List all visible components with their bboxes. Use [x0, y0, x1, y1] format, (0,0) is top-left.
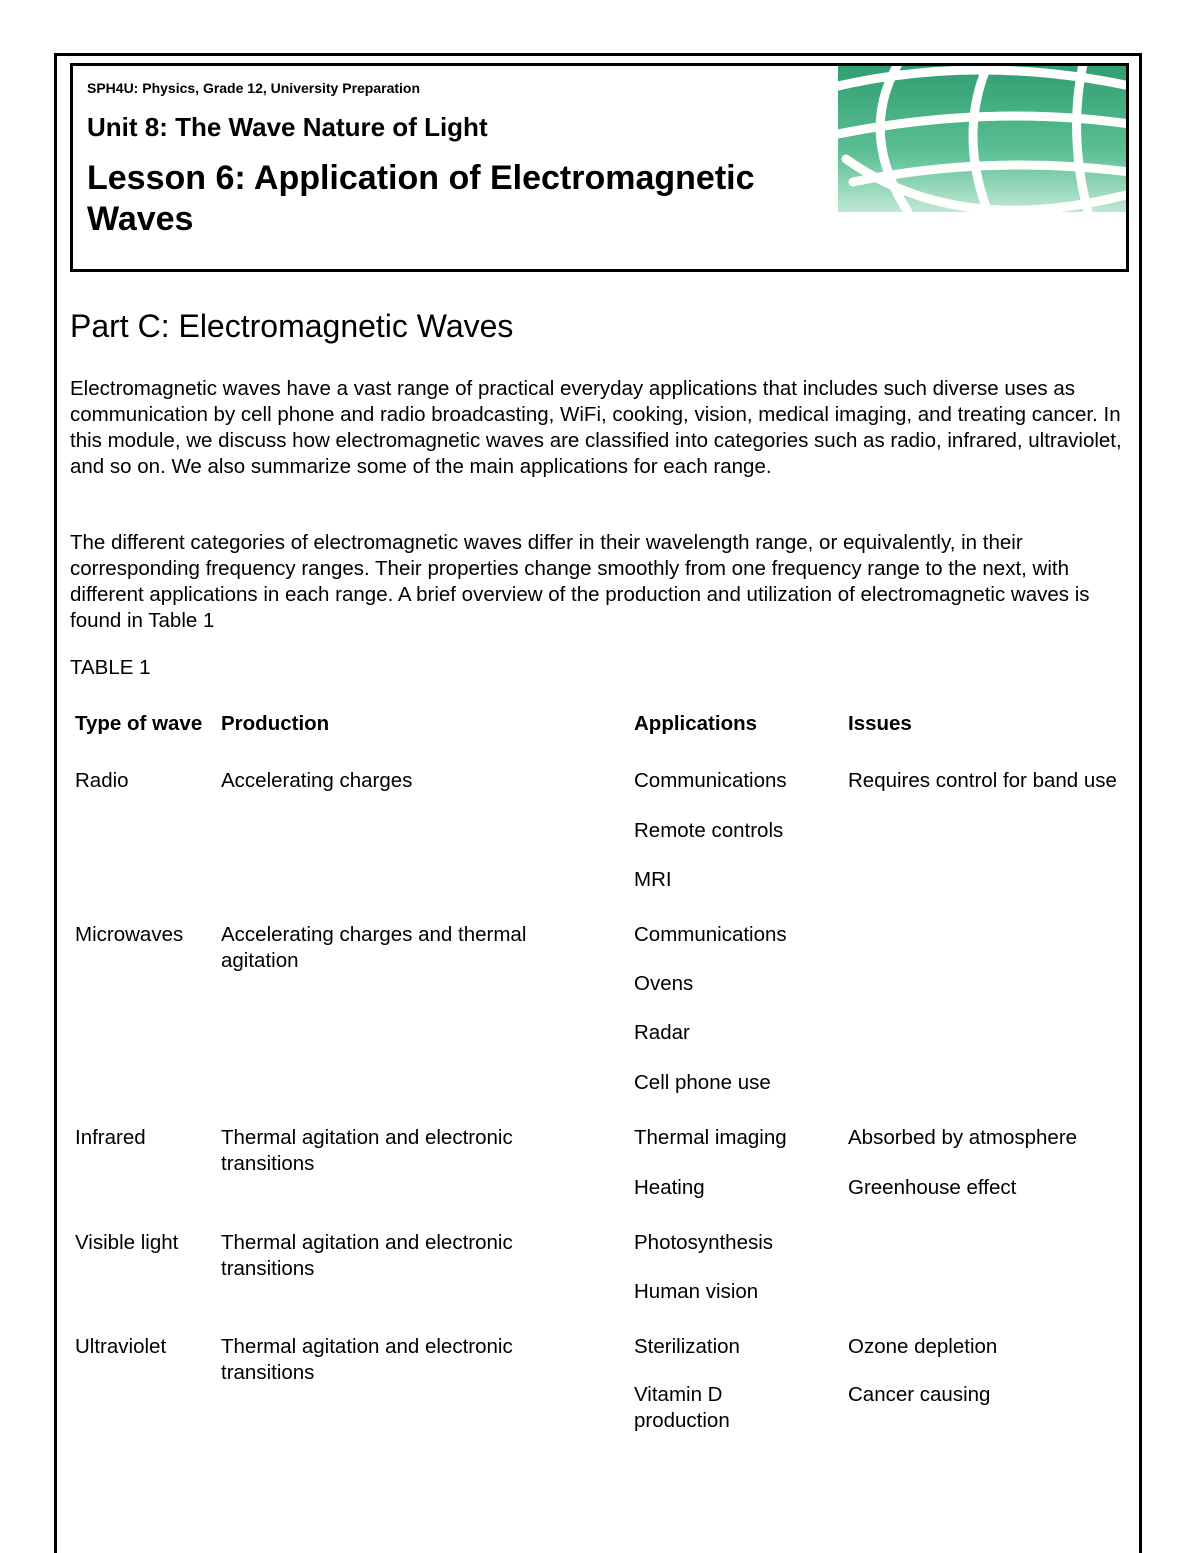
intro-paragraph: Electromagnetic waves have a vast range of practical everyday applications that includes such diverse uses as communication by cell phone and radio broadcasting, WiFi, cooking, vision, medical imaging, and treating cancer. In this module, we discuss how electromagnetic waves are classified into categories such as radio, infrared, ultraviolet, and so on. We also summarize some of the main applications for each range.	[70, 377, 1122, 478]
table-cell-application: MRI	[634, 868, 672, 891]
table-cell-issue: Greenhouse effect	[848, 1176, 1017, 1199]
table-cell-application: Ovens	[634, 972, 694, 995]
table-cell-application: Communications	[634, 923, 787, 946]
table-cell-application: Communications	[634, 769, 787, 792]
table-header-production: Production	[221, 712, 330, 735]
table-cell-issue: Absorbed by atmosphere	[848, 1126, 1078, 1149]
table-header-issues: Issues	[848, 712, 912, 735]
table-header-applications: Applications	[634, 712, 758, 735]
table-cell-issue: Cancer causing	[848, 1383, 991, 1406]
table-cell-production: Accelerating charges	[221, 769, 413, 792]
table-cell-production: Accelerating charges and thermal agitation	[221, 923, 527, 972]
globe-logo-icon	[838, 64, 1129, 212]
table-cell-type: Infrared	[75, 1126, 146, 1149]
table-cell-type: Ultraviolet	[75, 1335, 167, 1358]
table-cell-type: Microwaves	[75, 923, 184, 946]
lesson-title: Lesson 6: Application of Electromagnetic Waves	[87, 159, 755, 238]
table-cell-application: Photosynthesis	[634, 1231, 774, 1254]
table-cell-type: Radio	[75, 769, 129, 792]
table-header-type: Type of wave	[75, 712, 203, 735]
unit-title: Unit 8: The Wave Nature of Light	[87, 112, 488, 142]
table-cell-issue: Ozone depletion	[848, 1335, 998, 1358]
table-cell-application: Sterilization	[634, 1335, 740, 1358]
course-title: SPH4U: Physics, Grade 12, University Preparation	[87, 80, 421, 96]
overview-paragraph: The different categories of electromagnetic waves differ in their wavelength range, or equivalently, in their corresponding frequency ranges. Their properties change smoothly from one frequency range to the next, with different applications in each range. A brief overview of the production and utilization of electromagnetic waves is found in Table 1	[70, 531, 1090, 632]
table-cell-application: Heating	[634, 1176, 705, 1199]
table-cell-issue: Requires control for band use	[848, 769, 1117, 792]
table-cell-type: Visible light	[75, 1231, 179, 1254]
table-cell-production: Thermal agitation and electronic transitions	[221, 1335, 513, 1384]
part-title: Part C: Electromagnetic Waves	[70, 308, 514, 344]
table-cell-application: Cell phone use	[634, 1071, 771, 1094]
table-cell-production: Thermal agitation and electronic transitions	[221, 1231, 513, 1280]
table-cell-application: Human vision	[634, 1280, 759, 1303]
table-label: TABLE 1	[70, 656, 151, 679]
table-cell-application: Radar	[634, 1021, 690, 1044]
page-border	[54, 53, 1142, 1553]
table-cell-application: Vitamin D production	[634, 1383, 730, 1432]
table-cell-application: Remote controls	[634, 819, 784, 842]
table-cell-production: Thermal agitation and electronic transitions	[221, 1126, 513, 1175]
lesson-header	[70, 63, 1129, 272]
table-cell-application: Thermal imaging	[634, 1126, 787, 1149]
